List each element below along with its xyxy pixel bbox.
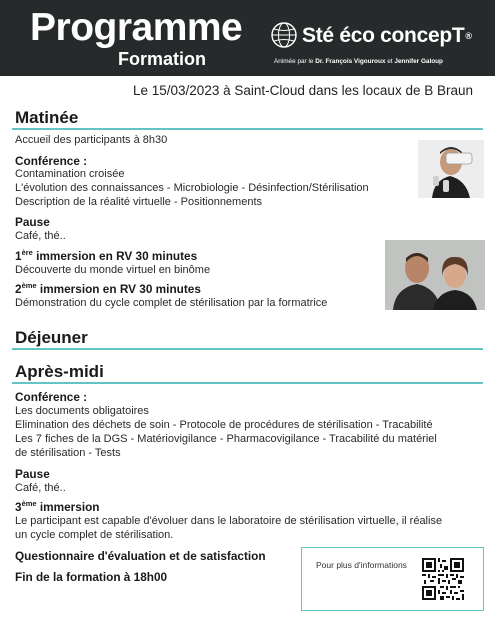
brand-name: Sté éco concepT® <box>302 24 472 47</box>
programme-title: Programme <box>30 6 243 49</box>
matinee-heading: Matinée <box>15 108 79 127</box>
date-location: Le 15/03/2023 à Saint-Cloud dans les locaux de B Braun <box>133 83 473 98</box>
conference-line: de stérilisation - Tests <box>15 447 121 459</box>
conference-line: Les 7 fiches de la DGS - Matériovigilance - Pharmacovigilance - Tracabilité du matériel <box>15 433 437 445</box>
accueil-text: Accueil des participants à 8h30 <box>15 134 168 146</box>
qr-code-icon[interactable] <box>422 558 464 600</box>
conference-title: Conférence : <box>15 390 88 404</box>
immersion3-title: 3ème immersion <box>15 499 100 514</box>
immersion2-text: Démonstration du cycle complet de stérilisation par la formatrice <box>15 297 328 309</box>
dejeuner-heading: Déjeuner <box>15 328 88 347</box>
questionnaire-text: Questionnaire d'évaluation et de satisfaction <box>15 549 266 563</box>
info-label: Pour plus d'informations <box>316 560 407 570</box>
section-rule <box>12 382 483 384</box>
pause-text: Café, thé.. <box>15 482 66 494</box>
conference-line: L'évolution des connaissances - Microbiologie - Désinfection/Stérilisation <box>15 182 369 194</box>
immersion1-text: Découverte du monde virtuel en binôme <box>15 264 211 276</box>
pause-text: Café, thé.. <box>15 230 66 242</box>
fin-text: Fin de la formation à 18h00 <box>15 570 168 584</box>
header-banner <box>0 0 495 76</box>
apres-midi-heading: Après-midi <box>15 362 104 381</box>
immersion3-line: Le participant est capable d'évoluer dans le laboratoire de stérilisation virtuelle, il réalise <box>15 515 443 527</box>
globe-logo-icon <box>271 22 297 48</box>
conference-line: Contamination croisée <box>15 168 125 180</box>
immersion1-title: 1ère immersion en RV 30 minutes <box>15 248 198 263</box>
immersion3-line: un cycle complet de stérilisation. <box>15 529 174 541</box>
conference-line: Les documents obligatoires <box>15 405 149 417</box>
conference-line: Elimination des déchets de soin - Protocole de procédures de stérilisation - Tracabilité <box>15 419 433 431</box>
facilitators-line: Animée par le Dr. François Vigouroux et Jennifer Galoup <box>274 58 443 65</box>
formation-subtitle: Formation <box>118 49 206 69</box>
immersion2-title: 2ème immersion en RV 30 minutes <box>15 281 201 296</box>
conference-line: Description de la réalité virtuelle - Positionnements <box>15 196 263 208</box>
conference-title: Conférence : <box>15 154 88 168</box>
pause-title: Pause <box>15 467 50 481</box>
trainers-photo <box>385 240 485 310</box>
info-box <box>301 547 484 611</box>
section-rule <box>12 128 483 130</box>
vr-headset-photo <box>418 140 484 198</box>
pause-title: Pause <box>15 215 50 229</box>
section-rule <box>12 348 483 350</box>
